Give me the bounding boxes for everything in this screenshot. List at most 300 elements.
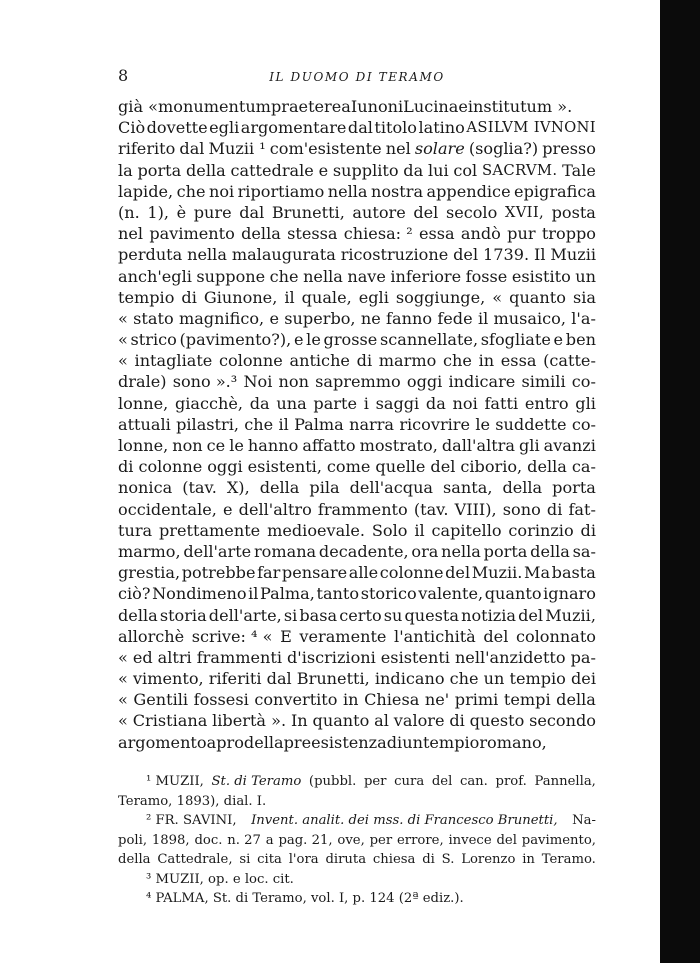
- word: egli: [358, 287, 389, 307]
- word: valente,: [418, 584, 484, 604]
- word: lonne,: [118, 436, 169, 455]
- word: intagliate: [134, 351, 213, 371]
- word: sia: [572, 287, 596, 307]
- word: occidentale,: [118, 499, 217, 519]
- footnote-line: [118, 831, 596, 851]
- word: attuali: [118, 414, 171, 434]
- word: pensare: [281, 563, 348, 583]
- word: doc.: [194, 832, 223, 848]
- word: che: [269, 266, 299, 286]
- word: pilastri,: [176, 414, 239, 434]
- word: Lorenzo: [461, 852, 516, 867]
- word: saggi: [375, 393, 420, 413]
- word: colonnato: [515, 626, 596, 646]
- word: presso: [542, 139, 596, 159]
- word: pa-: [570, 647, 596, 667]
- word: (tav.: [182, 478, 217, 498]
- word: per: [363, 774, 387, 789]
- word: dal: [347, 118, 373, 138]
- word: SACRVM.: [481, 161, 558, 179]
- word: (pubbl.: [308, 774, 357, 789]
- word: quanto: [484, 584, 542, 604]
- footnote-line: [118, 870, 596, 890]
- word: Cattedrale,: [157, 852, 233, 867]
- word: della: [502, 478, 543, 498]
- word: latino: [418, 118, 465, 138]
- word: secondo: [529, 711, 596, 731]
- word: della: [186, 160, 226, 180]
- word: che: [442, 351, 472, 371]
- word: Noi: [243, 372, 273, 392]
- word: altri: [157, 647, 192, 667]
- word: pila: [309, 478, 340, 498]
- word: quale,: [301, 287, 352, 307]
- word: Brunetti,: [296, 669, 370, 689]
- word: un: [575, 266, 596, 286]
- text-line: [118, 456, 596, 477]
- word: Il: [533, 245, 546, 265]
- word: egli: [209, 118, 240, 138]
- word: pur: [507, 224, 536, 244]
- word: che: [449, 669, 479, 689]
- word: Teramo, 1893), dial. I.: [118, 793, 267, 809]
- word: Palma: [294, 414, 344, 434]
- word: della: [527, 457, 567, 477]
- word: ca-: [571, 457, 596, 477]
- word: can.: [459, 774, 488, 789]
- word: «: [118, 711, 128, 731]
- word: fede: [437, 308, 473, 328]
- word: indicano: [374, 669, 445, 689]
- word: fossesi: [193, 690, 249, 710]
- word: storico: [360, 584, 417, 604]
- text-line: [118, 647, 596, 668]
- word: magnifico,: [178, 308, 265, 328]
- footnote-line: [118, 889, 596, 909]
- text-line: [118, 520, 596, 541]
- word: medioevale.: [267, 520, 366, 540]
- word: preesistenza: [283, 732, 387, 752]
- word: posta: [551, 202, 596, 222]
- word: nel: [118, 224, 144, 244]
- word: supplito: [332, 160, 399, 180]
- word: il: [414, 520, 425, 540]
- word: stato: [133, 308, 174, 328]
- text-line: [118, 223, 596, 244]
- word: la: [118, 160, 133, 180]
- word: perduta: [118, 245, 183, 265]
- word: un: [402, 732, 423, 752]
- text-line: [118, 435, 596, 456]
- word: sono: [502, 499, 541, 519]
- text-line: [118, 562, 596, 583]
- word: vimento,: [132, 669, 204, 689]
- word: quelle: [375, 457, 426, 477]
- word: Solo: [371, 520, 408, 540]
- word: (soglia?): [468, 139, 539, 159]
- word: è: [176, 202, 187, 222]
- word: di: [449, 711, 465, 731]
- word: sfogliate: [480, 330, 551, 350]
- word: del: [518, 605, 544, 625]
- word: grosse: [323, 330, 378, 350]
- word: un: [483, 669, 505, 689]
- word: XVII,: [504, 203, 544, 221]
- word: i: [363, 393, 369, 413]
- word: Pannella,: [534, 774, 596, 789]
- word: stessa: [287, 224, 338, 244]
- word: gli: [519, 436, 540, 455]
- word: ³ MUZII, op. e loc. cit.: [146, 871, 294, 887]
- word: ne': [424, 690, 450, 710]
- word: Giunone,: [203, 287, 278, 307]
- word: ignaro: [543, 584, 596, 604]
- word: dall'altra: [441, 436, 515, 455]
- text-line: [118, 668, 596, 689]
- word: si: [239, 852, 251, 867]
- word: quanto: [509, 287, 566, 307]
- word: e: [318, 160, 329, 180]
- word: ⁴ PALMA, St. di Teramo, vol. I, p. 124 (2ª ediz.).: [146, 891, 464, 906]
- page-header: [118, 66, 596, 88]
- word: per: [369, 832, 393, 848]
- word: convertito: [254, 690, 338, 710]
- word: della: [118, 605, 158, 625]
- word: riferiti: [208, 669, 262, 689]
- word: quanto: [312, 711, 370, 731]
- word: il: [278, 414, 289, 434]
- word: pure: [193, 202, 232, 222]
- word: nella: [187, 245, 227, 265]
- word: alle: [348, 563, 379, 583]
- word: monumentum: [158, 97, 271, 116]
- word: l'a-: [571, 308, 596, 328]
- word: nell'anzidetto: [454, 647, 566, 667]
- word: Teramo.: [541, 852, 596, 867]
- word: l'antichità: [394, 626, 476, 646]
- text-line: [118, 329, 596, 350]
- word: sa-: [572, 541, 596, 561]
- word: 1739.: [483, 245, 530, 265]
- text-line: [118, 202, 596, 223]
- word: del: [483, 626, 509, 646]
- word: le: [306, 330, 321, 350]
- word: Chiesa: [364, 690, 420, 710]
- text-line: [118, 181, 596, 202]
- text-line: [118, 689, 596, 710]
- word: pavimento,: [521, 832, 596, 848]
- word: cura: [394, 774, 425, 789]
- word: superbo,: [284, 308, 356, 328]
- word: 1898,: [151, 832, 190, 848]
- word: chiesa: ²: [343, 224, 413, 244]
- word: le: [475, 414, 490, 434]
- word: colonne: [219, 351, 283, 371]
- word: libertà ».: [212, 711, 287, 731]
- text-line: [118, 583, 596, 604]
- word: frammento: [317, 499, 408, 519]
- word: certo: [339, 605, 382, 625]
- word: tempio: [509, 669, 566, 689]
- word: nonica: [118, 478, 173, 498]
- word: (catte-: [543, 351, 596, 371]
- word: l'ora: [288, 852, 319, 867]
- word: Muzii: [550, 245, 596, 265]
- word: del: [496, 832, 517, 848]
- word: «: [118, 351, 128, 371]
- word: le: [229, 436, 244, 455]
- word: ciborio,: [460, 457, 523, 477]
- text-line: [118, 371, 596, 392]
- text-line: [118, 499, 596, 520]
- text-line: [118, 626, 596, 647]
- footnote-line: [118, 850, 596, 870]
- text-line: [118, 96, 596, 117]
- word: anch'egli: [118, 266, 192, 286]
- word: ¹ MUZII,: [146, 774, 204, 789]
- word: il: [284, 287, 295, 307]
- word: (pavimento?),: [179, 330, 292, 350]
- word: narra: [349, 414, 395, 434]
- word: santa,: [443, 478, 493, 498]
- word: primi: [454, 690, 499, 710]
- word: Palma,: [260, 584, 315, 604]
- word: tanto: [316, 584, 360, 604]
- word: drale): [118, 372, 167, 392]
- word: porta: [483, 541, 528, 561]
- word: dei: [571, 669, 596, 689]
- word: soggiunge,: [395, 287, 486, 307]
- word: troppo: [541, 224, 596, 244]
- word: dal: [239, 202, 265, 222]
- text-line: [118, 160, 596, 181]
- word: ben: [565, 330, 596, 350]
- word: Iunoni: [350, 97, 404, 116]
- word: della: [556, 690, 596, 710]
- text-line: [118, 138, 596, 159]
- word: di: [118, 457, 134, 477]
- word: basta: [551, 563, 596, 583]
- text-line: [118, 477, 596, 498]
- text-line: [118, 605, 596, 626]
- word: andò: [460, 224, 501, 244]
- word: far: [257, 563, 281, 583]
- word: dovette: [146, 118, 208, 138]
- word: lapide,: [118, 181, 174, 201]
- word: in: [343, 690, 359, 710]
- word: si: [283, 605, 298, 625]
- word: (tav.: [413, 499, 449, 519]
- word: porta: [137, 160, 182, 180]
- word: come: [326, 457, 371, 477]
- word: nel: [385, 139, 411, 159]
- word: in: [478, 351, 495, 371]
- word: pag. 21,: [278, 832, 333, 848]
- word: Nondimeno: [152, 584, 247, 604]
- word: scannellate,: [379, 330, 479, 350]
- word: di: [356, 351, 373, 371]
- word: cattedrale: [230, 160, 314, 180]
- word: «: [118, 669, 128, 689]
- word: fanno: [386, 308, 433, 328]
- word: In: [290, 711, 308, 731]
- text-line: [118, 732, 596, 753]
- word: musaico,: [493, 308, 566, 328]
- word: ciò?: [118, 584, 151, 604]
- text-line: [118, 541, 596, 562]
- word: solare: [414, 139, 465, 159]
- word: Tale: [562, 160, 596, 180]
- word: Cristiana: [132, 711, 208, 731]
- word: riportiamo: [237, 181, 325, 201]
- word: sapremmo: [315, 372, 401, 392]
- word: giacchè,: [174, 393, 244, 413]
- word: malaugurata: [231, 245, 336, 265]
- word: ne: [360, 308, 381, 328]
- word: secolo: [445, 202, 498, 222]
- word: colonne: [138, 457, 203, 477]
- word: col: [453, 160, 478, 180]
- word: Brunetti,: [271, 202, 345, 222]
- word: Gentili: [133, 690, 189, 710]
- word: nella: [441, 541, 481, 561]
- word: co-: [571, 414, 596, 434]
- word: valore: [393, 711, 445, 731]
- word: (n.: [118, 202, 140, 222]
- word: una: [276, 393, 307, 413]
- footnote-line: [118, 792, 596, 812]
- word: esistito: [511, 266, 571, 286]
- word: S.: [441, 852, 455, 867]
- word: della: [241, 224, 281, 244]
- word: nave: [347, 266, 386, 286]
- text-line: [118, 244, 596, 265]
- word: che: [244, 414, 274, 434]
- word: del: [413, 202, 439, 222]
- word: oggi: [406, 372, 443, 392]
- word: ora: [411, 541, 439, 561]
- word: scrive: ⁴ «: [191, 626, 273, 646]
- word: capitello: [431, 520, 502, 540]
- word: hanno: [247, 436, 299, 455]
- word: basa: [299, 605, 338, 625]
- word: Muzii,: [545, 605, 596, 625]
- word: il: [248, 584, 259, 604]
- word: Muzii.: [471, 563, 523, 583]
- word: del: [453, 245, 479, 265]
- word: argomentare: [240, 118, 347, 138]
- word: potrebbe: [181, 563, 256, 583]
- word: avanzi: [543, 436, 596, 455]
- word: n. 27: [227, 832, 261, 848]
- word: Na-: [572, 813, 596, 828]
- main-text-block: [118, 96, 596, 753]
- word: ricostruzione: [340, 245, 449, 265]
- word: «: [492, 287, 503, 307]
- word: «: [118, 647, 128, 667]
- word: veramente: [299, 626, 387, 646]
- word: cita: [257, 852, 282, 867]
- word: Ma: [524, 563, 551, 583]
- word: essa: [500, 351, 537, 371]
- word: ricovrire: [399, 414, 471, 434]
- word: non: [172, 436, 203, 455]
- word: non: [278, 372, 309, 392]
- word: «: [118, 308, 128, 328]
- word: di: [580, 520, 596, 540]
- word: ed: [132, 647, 153, 667]
- word: oggi: [207, 457, 243, 477]
- word: Lucinae: [403, 97, 468, 116]
- word: essa: [418, 224, 455, 244]
- word: simili: [521, 372, 566, 392]
- word: allorchè: [118, 626, 185, 646]
- word: institutum ».: [467, 97, 573, 116]
- word: da: [425, 393, 446, 413]
- word: questa: [404, 605, 459, 625]
- word: esistenti: [380, 647, 450, 667]
- word: co-: [571, 372, 596, 392]
- word: strico: [130, 330, 177, 350]
- text-line: [118, 287, 596, 308]
- word: marmo,: [118, 541, 181, 561]
- word: prettamente: [159, 520, 261, 540]
- word: lonne,: [118, 393, 169, 413]
- word: epigrafica: [514, 181, 596, 201]
- word: ce: [206, 436, 226, 455]
- word: Muzii ¹: [208, 139, 266, 159]
- word: dell'altro: [238, 499, 312, 519]
- word: invece: [448, 832, 492, 848]
- text-line: [118, 308, 596, 329]
- footnotes-block: [118, 772, 596, 909]
- word: della: [118, 852, 151, 867]
- word: tempi: [503, 690, 551, 710]
- word: VIII),: [454, 499, 497, 519]
- word: marmo: [378, 351, 437, 371]
- word: nostra: [370, 181, 424, 201]
- word: suppone: [196, 266, 266, 286]
- word: da: [249, 393, 270, 413]
- word: su: [383, 605, 403, 625]
- word: di: [546, 499, 563, 519]
- word: tura: [118, 520, 153, 540]
- word: titolo: [374, 118, 417, 138]
- word: dell'arte: [183, 541, 252, 561]
- text-line: [118, 117, 596, 138]
- word: 1),: [147, 202, 169, 222]
- word: antiche: [289, 351, 350, 371]
- word: pro: [216, 732, 244, 752]
- word: poli,: [118, 832, 148, 848]
- word: «: [118, 690, 128, 710]
- word: Ciò: [118, 118, 146, 138]
- word: ove,: [337, 832, 365, 848]
- word: dal: [266, 669, 292, 689]
- word: pavimento: [149, 224, 235, 244]
- word: grestia,: [118, 563, 181, 583]
- text-line: [118, 266, 596, 287]
- word: di: [181, 287, 197, 307]
- word: e: [293, 330, 304, 350]
- word: dell'acqua: [349, 478, 434, 498]
- scan-edge-bar: [660, 0, 700, 963]
- word: tempio: [422, 732, 480, 752]
- word: della: [530, 541, 570, 561]
- word: della: [243, 732, 284, 752]
- word: St. di Teramo: [211, 774, 302, 789]
- word: chiesa: [372, 852, 416, 867]
